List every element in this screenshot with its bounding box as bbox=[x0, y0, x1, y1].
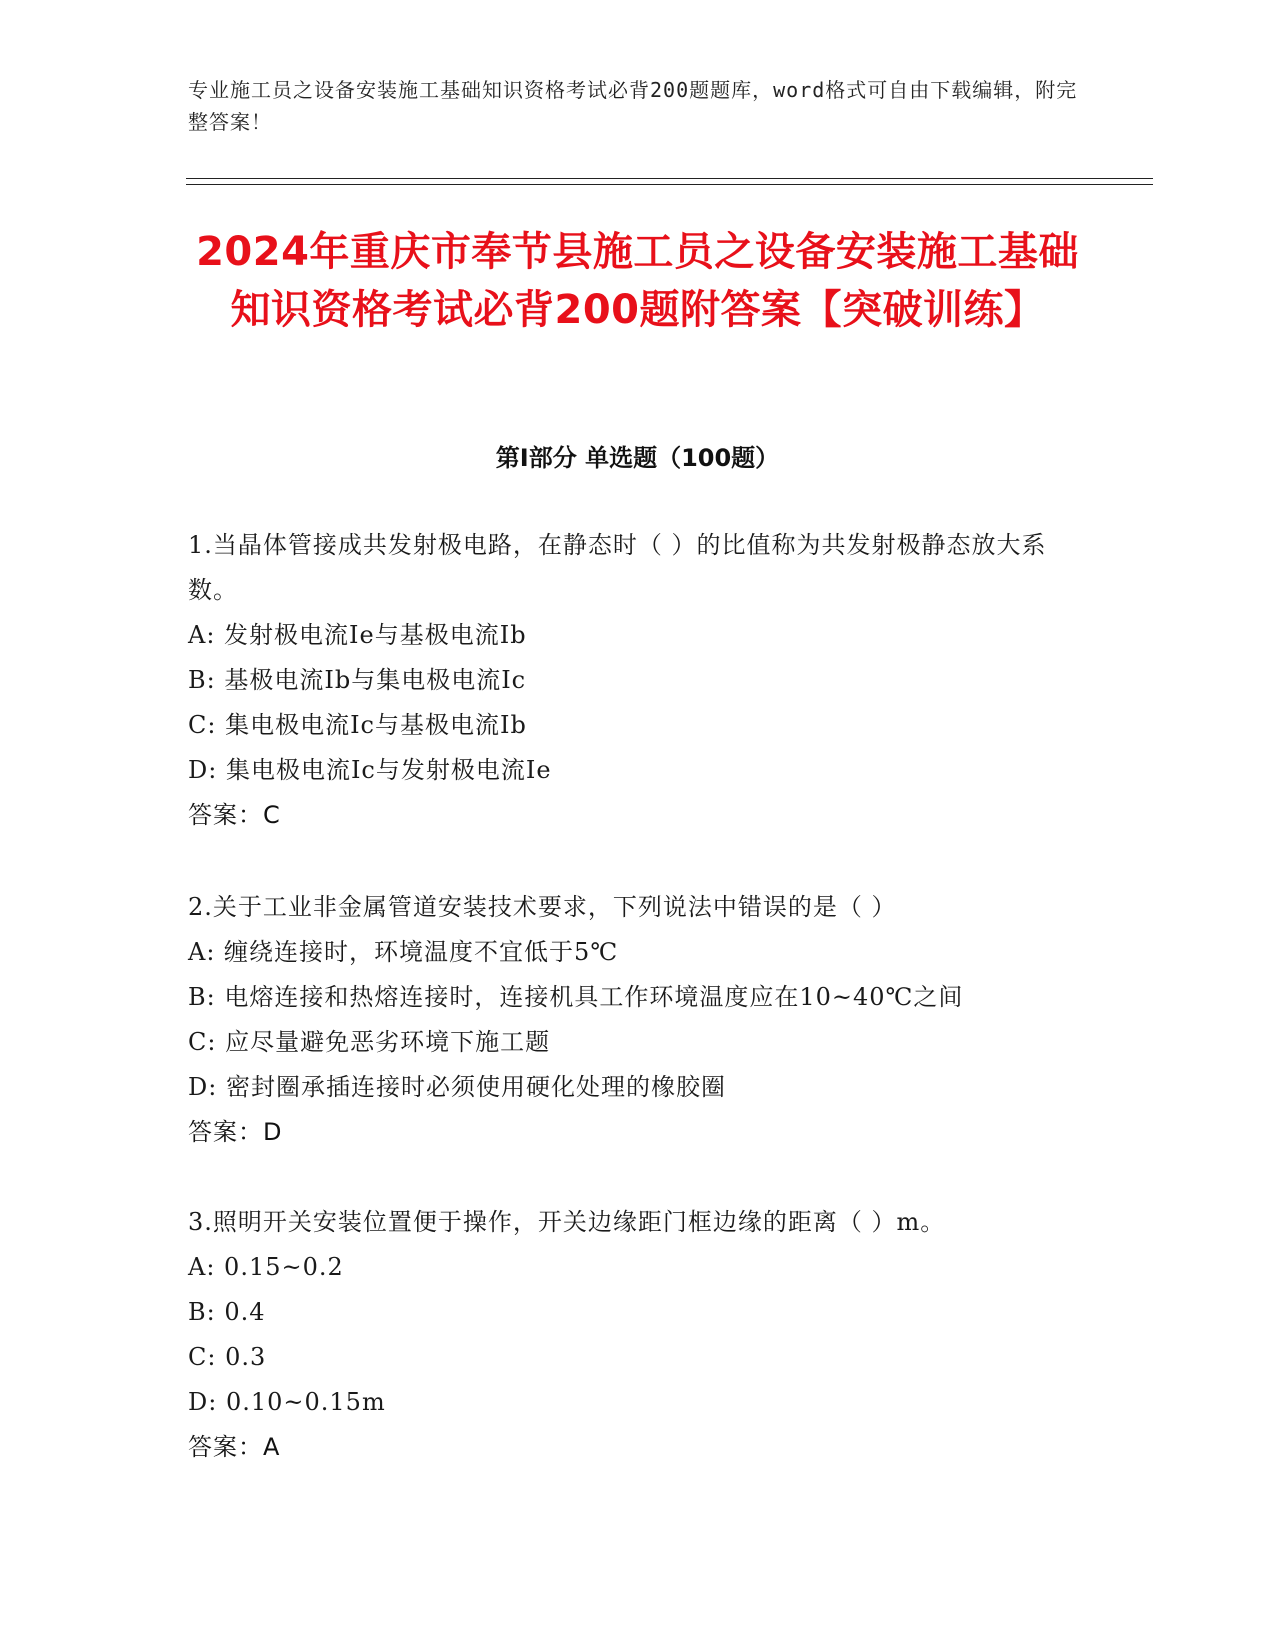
header-note: 专业施工员之设备安装施工基础知识资格考试必背200题题库，word格式可自由下载编辑，附完整答案！ bbox=[188, 78, 1078, 134]
option-d: D: 0.10~0.15m bbox=[188, 1388, 386, 1416]
option-c: C: 应尽量避免恶劣环境下施工题 bbox=[188, 1028, 551, 1056]
option-b: B: 0.4 bbox=[188, 1298, 266, 1326]
answer-label: 答案：C bbox=[188, 801, 281, 829]
question-stem: 1.当晶体管接成共发射极电路，在静态时（ ）的比值称为共发射极静态放大系数。 bbox=[188, 531, 1047, 604]
option-a: A: 缠绕连接时，环境温度不宜低于5℃ bbox=[188, 938, 619, 966]
answer-label: 答案：A bbox=[188, 1433, 281, 1461]
option-b: B: 基极电流Ib与集电极电流Ic bbox=[188, 666, 527, 694]
header-divider-bottom bbox=[186, 184, 1153, 185]
option-d: D: 集电极电流Ic与发射极电流Ie bbox=[188, 756, 552, 784]
option-a: A: 发射极电流Ie与基极电流Ib bbox=[188, 621, 527, 649]
question-block bbox=[188, 523, 1088, 838]
header-divider-top bbox=[186, 178, 1153, 179]
question-stem: 2.关于工业非金属管道安装技术要求，下列说法中错误的是（ ） bbox=[188, 893, 897, 921]
option-d: D: 密封圈承插连接时必须使用硬化处理的橡胶圈 bbox=[188, 1073, 726, 1101]
option-c: C: 集电极电流Ic与基极电流Ib bbox=[188, 711, 527, 739]
option-b: B: 电熔连接和热熔连接时，连接机具工作环境温度应在10~40℃之间 bbox=[188, 983, 964, 1011]
question-block bbox=[188, 885, 1088, 1155]
option-c: C: 0.3 bbox=[188, 1343, 267, 1371]
section-heading: 第Ⅰ部分 单选题（100题） bbox=[495, 444, 780, 472]
document-title: 2024年重庆市奉节县施工员之设备安装施工基础知识资格考试必背200题附答案【突破训练】 bbox=[196, 229, 1079, 333]
answer-label: 答案：D bbox=[188, 1118, 283, 1146]
question-block bbox=[188, 1200, 1088, 1470]
option-a: A: 0.15~0.2 bbox=[188, 1253, 344, 1281]
question-stem: 3.照明开关安装位置便于操作，开关边缘距门框边缘的距离（ ）m。 bbox=[188, 1208, 946, 1236]
